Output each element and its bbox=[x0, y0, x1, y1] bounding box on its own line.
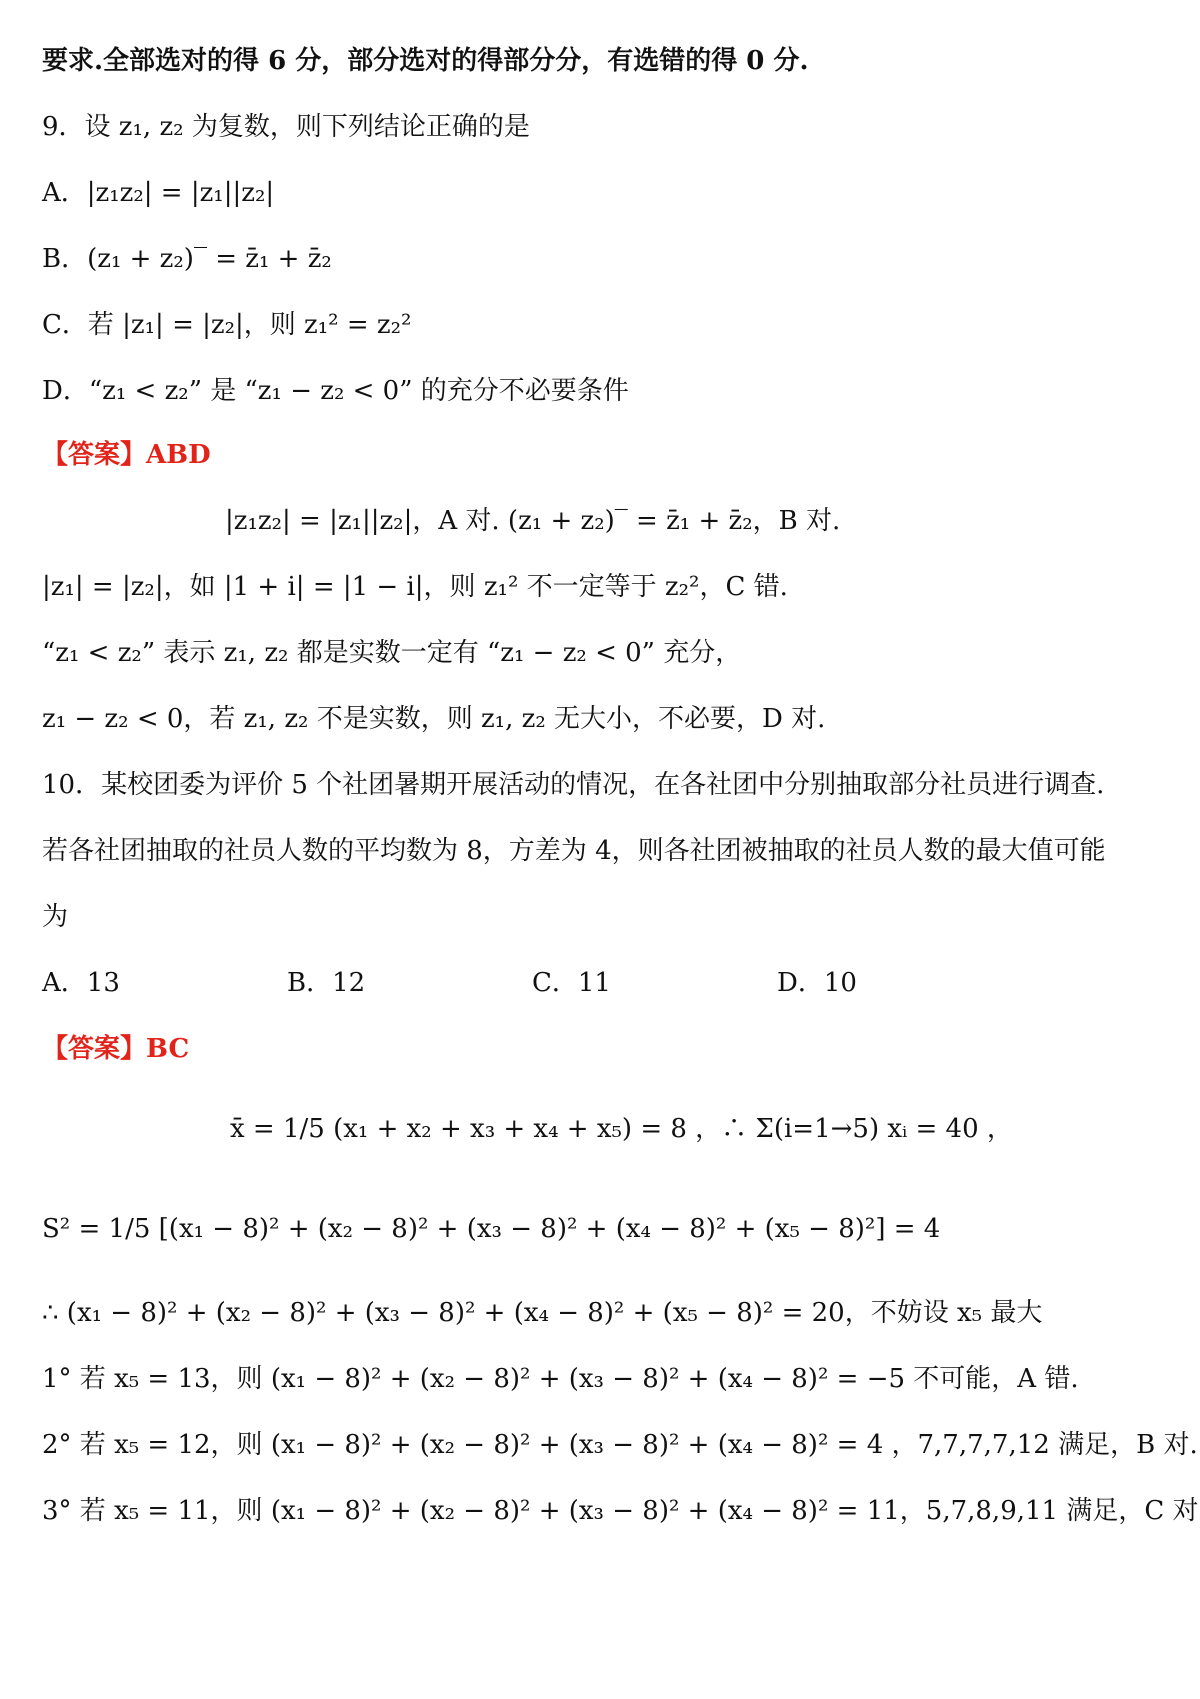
q10-options bbox=[42, 966, 1152, 1000]
q10-option-b: B．12 bbox=[287, 968, 366, 998]
instruction-text: 要求.全部选对的得 6 分，部分选对的得部分分，有选错的得 0 分. bbox=[42, 46, 809, 76]
q10-case-1: 1° 若 x₅ = 13，则 (x₁ − 8)² + (x₂ − 8)² + (x₃ − 8)² + (x₄ − 8)² = −5 不可能，A 错. bbox=[42, 1364, 1079, 1394]
q10-solution-variance: S² = 1/5 [(x₁ − 8)² + (x₂ − 8)² + (x₃ − 8)² + (x₄ − 8)² + (x₅ − 8)²] = 4 bbox=[42, 1214, 941, 1244]
q10-option-d: D．10 bbox=[777, 968, 857, 998]
q9-option-c: C．若 |z₁| = |z₂|，则 z₁² = z₂² bbox=[42, 310, 412, 340]
q9-option-b: B．(z₁ + z₂)‾ = z̄₁ + z̄₂ bbox=[42, 244, 332, 274]
q9-answer-label: 【答案】ABD bbox=[42, 440, 211, 470]
q10-solution-mean: x̄ = 1/5 (x₁ + x₂ + x₃ + x₄ + x₅) = 8 ，∴ Σ(i=1→5) xᵢ = 40 ， bbox=[230, 1114, 1013, 1144]
q9-option-d: D．“z₁ < z₂” 是 “z₁ − z₂ < 0” 的充分不必要条件 bbox=[42, 376, 629, 406]
q9-solution-line: z₁ − z₂ < 0，若 z₁, z₂ 不是实数，则 z₁, z₂ 无大小，不必要，D 对. bbox=[42, 704, 826, 734]
q9-solution-line: |z₁z₂| = |z₁||z₂|，A 对. (z₁ + z₂)‾ = z̄₁ + z̄₂，B 对. bbox=[225, 506, 841, 536]
q10-stem-line: 若各社团抽取的社员人数的平均数为 8，方差为 4，则各社团被抽取的社员人数的最大值可能 bbox=[42, 836, 1106, 866]
q9-stem: 9．设 z₁, z₂ 为复数，则下列结论正确的是 bbox=[42, 112, 530, 142]
q9-option-a: A．|z₁z₂| = |z₁||z₂| bbox=[42, 178, 275, 208]
q10-case-3: 3° 若 x₅ = 11，则 (x₁ − 8)² + (x₂ − 8)² + (x₃ − 8)² + (x₄ − 8)² = 11，5,7,8,9,11 满足，C 对 bbox=[42, 1496, 1199, 1526]
q10-option-a: A．13 bbox=[42, 968, 120, 998]
q10-solution-sum: ∴ (x₁ − 8)² + (x₂ − 8)² + (x₃ − 8)² + (x₄ − 8)² + (x₅ − 8)² = 20，不妨设 x₅ 最大 bbox=[42, 1298, 1043, 1328]
q10-stem-line: 为 bbox=[42, 902, 69, 932]
q10-case-2: 2° 若 x₅ = 12，则 (x₁ − 8)² + (x₂ − 8)² + (x₃ − 8)² + (x₄ − 8)² = 4 ，7,7,7,7,12 满足，B 对. bbox=[42, 1430, 1198, 1460]
q9-solution-line: “z₁ < z₂” 表示 z₁, z₂ 都是实数一定有 “z₁ − z₂ < 0” 充分， bbox=[42, 638, 742, 668]
q10-option-c: C．11 bbox=[532, 968, 611, 998]
q10-stem-line: 10．某校团委为评价 5 个社团暑期开展活动的情况，在各社团中分别抽取部分社员进行调查. bbox=[42, 770, 1105, 800]
q9-solution-line: |z₁| = |z₂|，如 |1 + i| = |1 − i|，则 z₁² 不一定等于 z₂²，C 错. bbox=[42, 572, 788, 602]
q10-answer-label: 【答案】BC bbox=[42, 1034, 190, 1064]
